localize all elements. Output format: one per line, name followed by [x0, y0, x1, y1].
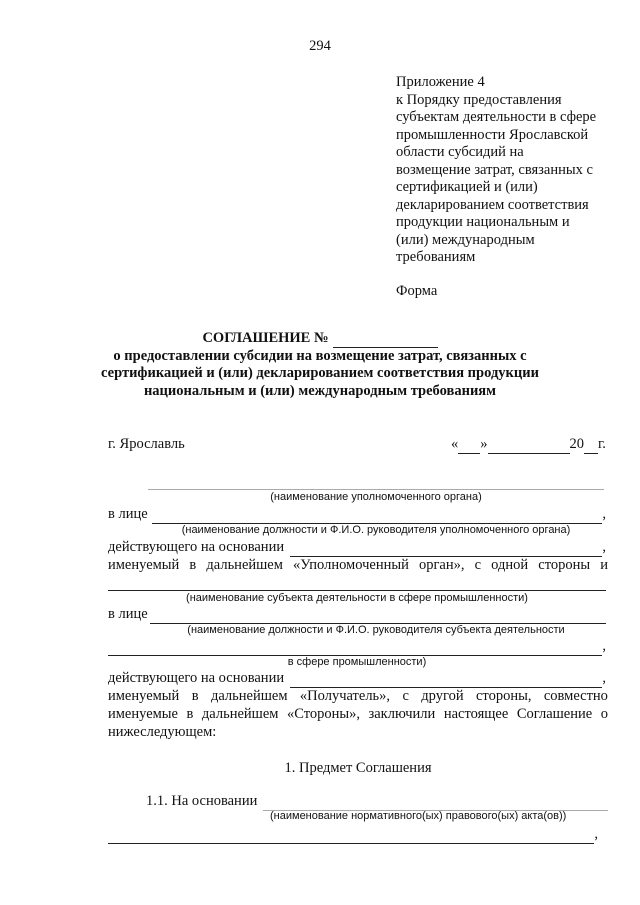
- word: в: [186, 706, 194, 722]
- appendix-line: (или) международным: [396, 231, 535, 248]
- appendix-line: возмещение затрат, связанных с: [396, 161, 593, 178]
- clause-1-1-row: [146, 793, 608, 811]
- authority-head-field: [152, 510, 603, 524]
- label-in-person: в лице: [108, 506, 148, 522]
- date-month-field: [488, 439, 570, 454]
- agreement-subtitle: [100, 348, 540, 401]
- label-acting-basis: действующего на основании: [108, 539, 285, 555]
- authority-designation-line: [108, 557, 608, 575]
- appendix-line: субъектам деятельности в сфере: [396, 109, 597, 125]
- appendix-line: Приложение 4: [396, 74, 485, 90]
- word: именуемый: [108, 688, 180, 704]
- caption-subject-head-2: в сфере промышленности): [287, 656, 427, 668]
- comma: ,: [602, 638, 606, 654]
- appendix-block: [396, 74, 596, 267]
- word: в: [191, 688, 199, 704]
- appendix-line: сертификацией и (или): [396, 179, 538, 195]
- subject-name-line: [108, 589, 606, 591]
- authority-name-line: [148, 488, 604, 490]
- date-year-suffix: г.: [598, 436, 606, 452]
- word: и: [600, 557, 608, 573]
- appendix-line: продукции национальным и: [396, 214, 570, 230]
- word: заключили: [368, 706, 436, 722]
- comma: ,: [594, 826, 598, 842]
- appendix-line: к Порядку предоставления: [396, 91, 562, 108]
- comma: ,: [602, 670, 606, 686]
- caption-subject-name: (наименование субъекта деятельности в сфере промышленности): [186, 592, 528, 604]
- word: одной: [491, 557, 529, 573]
- word: Соглашение: [516, 706, 593, 722]
- word: стороны: [538, 557, 591, 573]
- comma: ,: [602, 539, 606, 555]
- label-in-person: в лице: [108, 606, 148, 622]
- date-field: [451, 436, 606, 454]
- caption-authority-head: (наименование должности и Ф.И.О. руководителя уполномоченного органа): [181, 524, 571, 536]
- date-year-prefix: 20: [569, 436, 584, 452]
- date-day-field: [458, 439, 480, 454]
- word: именуемые: [108, 706, 178, 722]
- subject-basis-field: [290, 674, 602, 688]
- subject-head-row: [108, 606, 606, 624]
- word: дальнейшем: [201, 706, 279, 722]
- legal-acts-field-2: [108, 830, 594, 844]
- word: «Стороны»,: [286, 706, 360, 722]
- word: совместно: [543, 688, 608, 704]
- word: именуемый: [108, 557, 180, 573]
- word: о: [600, 706, 608, 722]
- word: с: [474, 557, 482, 573]
- agreement-title: [100, 330, 540, 400]
- form-label: Форма: [396, 283, 438, 299]
- word: другой: [421, 688, 464, 704]
- word: с: [402, 688, 409, 704]
- label-acting-basis: действующего на основании: [108, 670, 285, 686]
- subject-head-field-2: [108, 642, 602, 656]
- agreement-title-main: СОГЛАШЕНИЕ №: [202, 330, 329, 346]
- authority-basis-row: [108, 539, 606, 557]
- appendix-line: требованиям: [396, 249, 476, 265]
- subject-basis-row: [108, 670, 606, 688]
- recipient-designation-line: [108, 688, 608, 706]
- authority-basis-field: [290, 543, 602, 557]
- clause-1-1-label: 1.1. На основании: [146, 793, 258, 809]
- section-heading: 1. Предмет Соглашения: [284, 760, 432, 776]
- word: дальнейшем: [210, 688, 288, 704]
- subject-head-continued-row: [108, 638, 606, 656]
- word: дальнейшем: [206, 557, 283, 573]
- caption-subject-head-1: (наименование должности и Ф.И.О. руководителя субъекта деятельности: [187, 624, 565, 636]
- appendix-line: декларированием соответствия: [396, 196, 589, 213]
- word: настоящее: [443, 706, 509, 722]
- subject-head-field: [150, 610, 606, 624]
- agreement-subtitle-line: о предоставлении субсидии на возмещение затрат, связанных с: [113, 347, 527, 364]
- word: «Уполномоченный: [293, 557, 409, 573]
- word: стороны,: [476, 688, 532, 704]
- date-year-field: [584, 439, 598, 454]
- date-quote-open: «: [451, 436, 459, 452]
- agreement-number-field: [333, 333, 438, 348]
- word: орган»,: [418, 557, 465, 573]
- place: г. Ярославль: [108, 436, 185, 452]
- date-quote-close: »: [480, 436, 488, 452]
- below-text: нижеследующем:: [108, 724, 217, 740]
- agreement-subtitle-line: сертификацией и (или) декларированием соответствия продукции: [101, 365, 539, 381]
- legal-acts-continued-row: [108, 826, 598, 844]
- authority-head-row: [108, 506, 606, 524]
- parties-designation-line: [108, 706, 608, 724]
- comma: ,: [602, 506, 606, 522]
- word: «Получатель»,: [299, 688, 391, 704]
- caption-authority-name: (наименование уполномоченного органа): [270, 491, 482, 503]
- caption-legal-acts: (наименование нормативного(ых) правового(ых) акта(ов)): [270, 810, 567, 822]
- appendix-line: промышленности Ярославской: [396, 126, 589, 143]
- agreement-subtitle-line: национальным и (или) международным требованиям: [143, 382, 497, 399]
- word: в: [189, 557, 197, 573]
- appendix-line: области субсидий на: [396, 144, 524, 160]
- legal-acts-field: [263, 797, 608, 811]
- page-number: 294: [309, 38, 331, 54]
